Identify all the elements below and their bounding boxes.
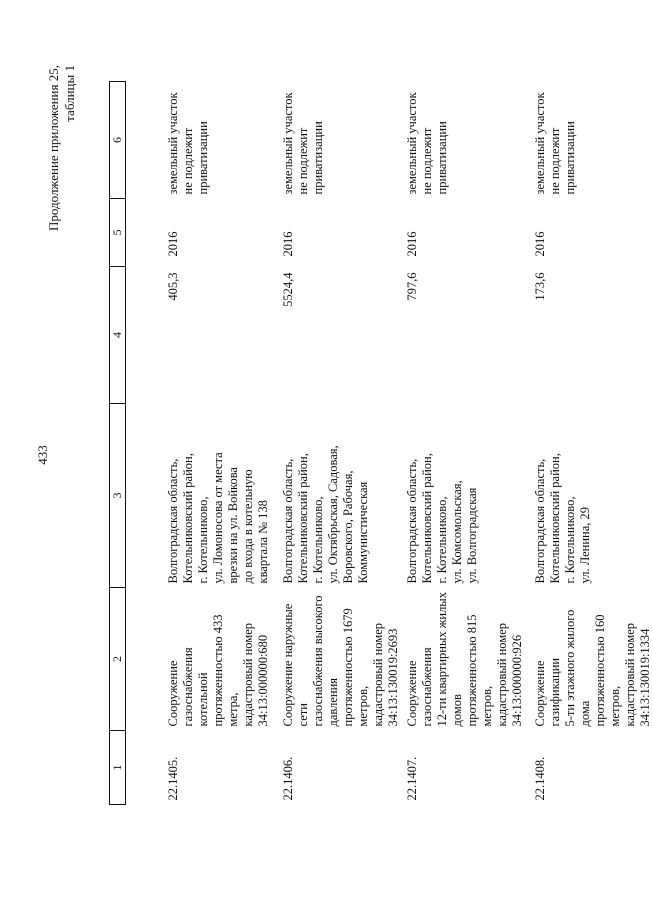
object-name: Сооружение наружные сети газоснабжения высокого давления протяженностью 1679 метров, кадастровый номер 34:13:130019:2693	[281, 595, 400, 727]
object-note: земельный участок не подлежит приватизации	[281, 92, 325, 195]
table-row	[271, 82, 401, 805]
object-address: Волгоградская область, Котельниковский район, г. Котельниково, ул. Ленина, 29	[533, 453, 592, 584]
table-row	[126, 82, 272, 805]
page-number: 433	[35, 445, 50, 465]
row-number: 22.1407.	[405, 756, 419, 801]
object-name: Сооружение газификации 5-ти этажного жилого дома протяженностью 160 метров, кадастровый номер 34:13:130019:1334	[533, 609, 652, 727]
object-name: Сооружение газоснабжения 12-ти квартирных жилых домов протяженностью 815 метров, кадастровый номер 34:13:000000:926	[405, 592, 524, 727]
row-number: 22.1408.	[533, 756, 547, 801]
column-header-3: 3	[110, 404, 126, 588]
column-header-5: 5	[110, 199, 126, 267]
object-address: Волгоградская область, Котельниковский район, г. Котельниково, ул. Ломоносова от места врезки на ул. Войкова до входа в котельную квартала № 138	[166, 452, 270, 584]
column-header-2: 2	[110, 588, 126, 731]
column-header-6: 6	[110, 82, 126, 199]
object-year: 2016	[405, 231, 419, 257]
property-table	[109, 81, 653, 805]
object-address: Волгоградская область, Котельниковский район, г. Котельниково, ул. Октябрьская, Садовая, Воровского, Рабочая, Коммунистическая	[281, 445, 370, 584]
object-address: Волгоградская область, Котельниковский район, г. Котельниково, ул. Комсомольская, ул. Волгоградская	[405, 453, 479, 584]
object-note: земельный участок не подлежит приватизации	[405, 92, 449, 195]
object-year: 2016	[281, 231, 295, 257]
table-row	[401, 82, 525, 805]
object-value: 173,6	[533, 272, 547, 301]
row-number: 22.1406.	[281, 756, 295, 801]
object-year: 2016	[533, 231, 547, 257]
table-row	[525, 82, 653, 805]
continuation-note: Продолжение приложения 25, таблицы 1	[46, 65, 77, 232]
object-name: Сооружение газоснабжения котельной протяженностью 433 метра, кадастровый номер 34:13:000000:680	[166, 614, 270, 727]
object-value: 797,6	[405, 272, 419, 301]
object-year: 2016	[166, 231, 180, 257]
object-note: земельный участок не подлежит приватизации	[166, 92, 210, 195]
object-value: 405,3	[166, 272, 180, 301]
object-note: земельный участок не подлежит приватизации	[533, 92, 577, 195]
row-number: 22.1405.	[166, 756, 180, 801]
column-header-4: 4	[110, 267, 126, 404]
column-header-1: 1	[110, 731, 126, 805]
object-value: 5524,4	[281, 272, 295, 307]
header-row	[110, 82, 126, 805]
